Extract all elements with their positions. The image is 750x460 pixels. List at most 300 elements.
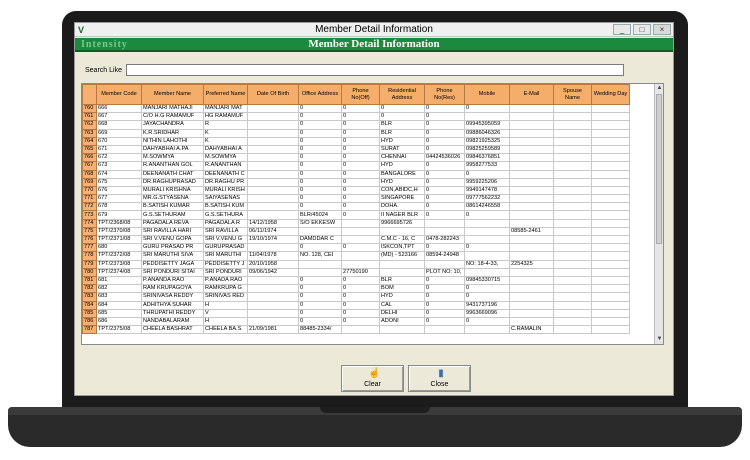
table-cell[interactable]: BLR	[380, 276, 425, 284]
vertical-scrollbar[interactable]	[654, 84, 663, 344]
table-cell[interactable]	[299, 227, 342, 235]
table-cell[interactable]	[248, 211, 299, 219]
table-row[interactable]	[83, 113, 630, 121]
table-cell[interactable]	[510, 236, 554, 244]
table-row[interactable]	[83, 252, 630, 260]
table-cell[interactable]: 0	[425, 121, 465, 129]
table-row[interactable]	[83, 276, 630, 284]
table-cell[interactable]	[510, 211, 554, 219]
table-cell[interactable]	[554, 203, 592, 211]
table-cell[interactable]: B.SATISH KUM	[204, 203, 248, 211]
table-cell[interactable]	[248, 276, 299, 284]
table-cell[interactable]: 0	[342, 129, 380, 137]
table-cell[interactable]: BLR/45024	[299, 211, 342, 219]
table-cell[interactable]: HG RAMAMUF	[204, 113, 248, 121]
table-cell[interactable]: BLR	[380, 121, 425, 129]
table-cell[interactable]	[342, 227, 380, 235]
table-cell[interactable]	[510, 195, 554, 203]
table-cell[interactable]	[342, 236, 380, 244]
table-cell[interactable]	[425, 260, 465, 268]
table-cell[interactable]: BANGALORE	[380, 170, 425, 178]
table-row[interactable]	[83, 154, 630, 162]
table-cell[interactable]	[510, 170, 554, 178]
table-cell[interactable]	[465, 268, 510, 276]
table-cell[interactable]: 0	[342, 145, 380, 153]
table-cell[interactable]: 0	[425, 170, 465, 178]
table-cell[interactable]: 0	[299, 105, 342, 113]
column-header[interactable]: Mobile	[465, 85, 510, 105]
table-cell[interactable]: 682	[97, 285, 142, 293]
table-cell[interactable]: SRI RAVILLA HARI	[142, 227, 204, 235]
table-cell[interactable]: 0	[342, 170, 380, 178]
table-cell[interactable]	[465, 252, 510, 260]
table-cell[interactable]: NITHIN LAHOTHI	[142, 137, 204, 145]
table-row[interactable]	[83, 121, 630, 129]
column-header[interactable]: Office Address	[299, 85, 342, 105]
table-cell[interactable]	[248, 113, 299, 121]
row-number[interactable]: 766	[83, 154, 97, 162]
row-number[interactable]: 773	[83, 211, 97, 219]
table-cell[interactable]: 0	[425, 309, 465, 317]
table-row[interactable]	[83, 301, 630, 309]
table-cell[interactable]: PLOT NO: 10,	[425, 268, 465, 276]
scroll-down-icon[interactable]: ▼	[656, 336, 663, 342]
table-cell[interactable]	[592, 137, 630, 145]
table-cell[interactable]	[510, 252, 554, 260]
table-cell[interactable]	[380, 227, 425, 235]
row-number[interactable]: 784	[83, 301, 97, 309]
row-number[interactable]: 760	[83, 105, 97, 113]
table-cell[interactable]: II NAGER BLR	[380, 211, 425, 219]
table-cell[interactable]	[248, 195, 299, 203]
table-cell[interactable]	[465, 236, 510, 244]
table-row[interactable]	[83, 244, 630, 252]
table-cell[interactable]: 674	[97, 170, 142, 178]
row-number[interactable]: 770	[83, 186, 97, 194]
table-cell[interactable]: SAIYASENAS	[204, 195, 248, 203]
column-header[interactable]: Date Of Birth	[248, 85, 299, 105]
table-cell[interactable]: 2254325	[510, 260, 554, 268]
table-cell[interactable]: 09886046326	[465, 129, 510, 137]
table-cell[interactable]	[592, 326, 630, 334]
table-row[interactable]	[83, 268, 630, 276]
table-cell[interactable]: SRINIVASA REDDY	[142, 293, 204, 301]
table-cell[interactable]	[510, 178, 554, 186]
table-cell[interactable]: 9959225206	[465, 178, 510, 186]
row-number[interactable]: 761	[83, 113, 97, 121]
table-cell[interactable]: K	[204, 129, 248, 137]
table-cell[interactable]: R.ANANTHAN GOL	[142, 162, 204, 170]
table-cell[interactable]	[248, 285, 299, 293]
table-cell[interactable]	[554, 195, 592, 203]
table-cell[interactable]: 08594-24948	[425, 252, 465, 260]
table-cell[interactable]: ISKCON,TPT	[380, 244, 425, 252]
table-cell[interactable]: ADONI	[380, 317, 425, 325]
table-cell[interactable]	[554, 252, 592, 260]
row-number[interactable]: 777	[83, 244, 97, 252]
table-cell[interactable]	[554, 293, 592, 301]
table-cell[interactable]: TPT/2370/08	[97, 227, 142, 235]
table-cell[interactable]	[554, 105, 592, 113]
table-row[interactable]	[83, 326, 630, 334]
table-cell[interactable]: 14/12/1958	[248, 219, 299, 227]
table-cell[interactable]: G.S.SETHURAM	[142, 211, 204, 219]
table-cell[interactable]	[554, 113, 592, 121]
table-cell[interactable]: 09945395059	[465, 121, 510, 129]
column-header[interactable]: Wedding Day	[592, 85, 630, 105]
table-cell[interactable]	[342, 326, 380, 334]
table-cell[interactable]: 0	[425, 211, 465, 219]
table-cell[interactable]	[465, 227, 510, 235]
table-cell[interactable]: 0	[425, 129, 465, 137]
table-cell[interactable]: G.S.SETHURA	[204, 211, 248, 219]
table-cell[interactable]: PAGADALA REVA	[142, 219, 204, 227]
clear-button[interactable]	[341, 365, 404, 392]
table-cell[interactable]	[510, 293, 554, 301]
table-cell[interactable]	[510, 137, 554, 145]
table-cell[interactable]	[510, 105, 554, 113]
table-cell[interactable]: 0	[342, 113, 380, 121]
table-cell[interactable]	[554, 211, 592, 219]
table-cell[interactable]: 685	[97, 309, 142, 317]
table-cell[interactable]: 683	[97, 293, 142, 301]
table-cell[interactable]	[554, 219, 592, 227]
table-cell[interactable]: 676	[97, 186, 142, 194]
table-cell[interactable]: SRI V.VENU GOPA	[142, 236, 204, 244]
table-cell[interactable]: CHEELA BA.S	[204, 326, 248, 334]
table-cell[interactable]: SRI MARUTHI	[204, 252, 248, 260]
table-row[interactable]	[83, 317, 630, 325]
table-cell[interactable]: DAHYABHAI A.PA	[142, 145, 204, 153]
table-cell[interactable]: 0	[299, 293, 342, 301]
table-cell[interactable]	[248, 154, 299, 162]
table-cell[interactable]: 0	[425, 178, 465, 186]
table-row[interactable]	[83, 162, 630, 170]
table-cell[interactable]	[380, 260, 425, 268]
table-cell[interactable]	[510, 244, 554, 252]
table-cell[interactable]	[592, 236, 630, 244]
table-cell[interactable]: 09/06/1942	[248, 268, 299, 276]
table-cell[interactable]: 0	[425, 285, 465, 293]
table-cell[interactable]: NANDABALARAM	[142, 317, 204, 325]
table-cell[interactable]: 0478-282243	[425, 236, 465, 244]
table-row[interactable]	[83, 195, 630, 203]
table-cell[interactable]: DR.RAGHUPRASAD	[142, 178, 204, 186]
table-cell[interactable]	[592, 317, 630, 325]
table-cell[interactable]: PEDDISETTY J	[204, 260, 248, 268]
table-cell[interactable]: 0	[299, 137, 342, 145]
table-cell[interactable]: 09777562232	[465, 195, 510, 203]
table-cell[interactable]: SRI RAVILLA	[204, 227, 248, 235]
table-cell[interactable]: SRI PONDURI	[204, 268, 248, 276]
table-cell[interactable]: 0	[299, 154, 342, 162]
table-cell[interactable]: HYD	[380, 178, 425, 186]
table-cell[interactable]	[592, 268, 630, 276]
table-cell[interactable]: 0	[299, 203, 342, 211]
table-cell[interactable]	[299, 260, 342, 268]
table-cell[interactable]: 0	[425, 301, 465, 309]
table-cell[interactable]	[248, 178, 299, 186]
column-header[interactable]: Residential Address	[380, 85, 425, 105]
table-cell[interactable]	[510, 276, 554, 284]
table-cell[interactable]: 672	[97, 154, 142, 162]
table-row[interactable]	[83, 178, 630, 186]
table-cell[interactable]	[342, 260, 380, 268]
table-cell[interactable]: 0	[465, 170, 510, 178]
table-cell[interactable]	[425, 326, 465, 334]
table-cell[interactable]: 09825259589	[465, 145, 510, 153]
row-number[interactable]: 781	[83, 276, 97, 284]
table-cell[interactable]	[510, 285, 554, 293]
table-cell[interactable]: 09845330715	[465, 276, 510, 284]
table-row[interactable]	[83, 105, 630, 113]
table-cell[interactable]: 0	[299, 301, 342, 309]
table-cell[interactable]	[554, 178, 592, 186]
table-cell[interactable]	[592, 105, 630, 113]
table-cell[interactable]: 0	[425, 145, 465, 153]
table-cell[interactable]	[465, 326, 510, 334]
table-cell[interactable]: 0	[465, 285, 510, 293]
table-cell[interactable]	[510, 301, 554, 309]
table-cell[interactable]	[554, 268, 592, 276]
table-cell[interactable]	[554, 170, 592, 178]
table-cell[interactable]	[554, 145, 592, 153]
table-cell[interactable]: 0	[342, 195, 380, 203]
table-cell[interactable]: (MD) - 523166	[380, 252, 425, 260]
table-cell[interactable]: M.SOWMYA	[142, 154, 204, 162]
table-cell[interactable]: RAMKRUPA G	[204, 285, 248, 293]
column-header[interactable]: Spouse Name	[554, 85, 592, 105]
table-cell[interactable]: 0	[425, 317, 465, 325]
search-input[interactable]	[126, 64, 624, 76]
table-cell[interactable]: 686	[97, 317, 142, 325]
table-cell[interactable]	[592, 195, 630, 203]
table-cell[interactable]	[592, 301, 630, 309]
table-cell[interactable]: HYD	[380, 137, 425, 145]
table-cell[interactable]: R	[204, 121, 248, 129]
table-cell[interactable]: V	[204, 309, 248, 317]
table-cell[interactable]: 681	[97, 276, 142, 284]
table-cell[interactable]: BLR	[380, 129, 425, 137]
table-cell[interactable]	[380, 268, 425, 276]
column-header[interactable]: Preferred Name	[204, 85, 248, 105]
table-cell[interactable]	[554, 227, 592, 235]
table-cell[interactable]: 9966695726	[380, 219, 425, 227]
table-cell[interactable]: 0	[342, 293, 380, 301]
table-cell[interactable]: 0	[425, 244, 465, 252]
table-cell[interactable]: 0	[425, 105, 465, 113]
table-cell[interactable]: 0	[299, 285, 342, 293]
table-cell[interactable]	[248, 244, 299, 252]
table-cell[interactable]	[248, 162, 299, 170]
table-cell[interactable]: DOHA.	[380, 203, 425, 211]
table-cell[interactable]: 0	[299, 276, 342, 284]
table-cell[interactable]	[248, 145, 299, 153]
table-cell[interactable]: 0	[299, 121, 342, 129]
table-cell[interactable]: 0	[342, 137, 380, 145]
table-cell[interactable]	[510, 113, 554, 121]
table-cell[interactable]	[554, 162, 592, 170]
table-cell[interactable]	[554, 244, 592, 252]
table-cell[interactable]: 9949147478	[465, 186, 510, 194]
table-cell[interactable]: 0	[425, 276, 465, 284]
table-cell[interactable]: 09821925325	[465, 137, 510, 145]
table-row[interactable]	[83, 211, 630, 219]
table-cell[interactable]	[554, 137, 592, 145]
table-cell[interactable]: 0	[465, 105, 510, 113]
row-number[interactable]: 772	[83, 203, 97, 211]
row-number[interactable]: 775	[83, 227, 97, 235]
table-cell[interactable]: 19/10/1974	[248, 236, 299, 244]
maximize-button[interactable]: □	[633, 24, 651, 35]
table-cell[interactable]: 667	[97, 113, 142, 121]
table-cell[interactable]: MURALI KRISHNA	[142, 186, 204, 194]
table-row[interactable]	[83, 203, 630, 211]
table-cell[interactable]: SRI PONDURI SITAI	[142, 268, 204, 276]
table-cell[interactable]: MANJARI MATHAJI	[142, 105, 204, 113]
table-cell[interactable]	[592, 285, 630, 293]
table-cell[interactable]	[592, 154, 630, 162]
row-number[interactable]: 762	[83, 121, 97, 129]
table-cell[interactable]: 666	[97, 105, 142, 113]
table-cell[interactable]	[248, 129, 299, 137]
table-row[interactable]	[83, 236, 630, 244]
table-row[interactable]	[83, 285, 630, 293]
table-cell[interactable]: M.SOWMYA	[204, 154, 248, 162]
row-number[interactable]: 782	[83, 285, 97, 293]
table-cell[interactable]: 11/04/1978	[248, 252, 299, 260]
table-cell[interactable]: CAL	[380, 301, 425, 309]
table-cell[interactable]: 0	[299, 317, 342, 325]
table-cell[interactable]	[554, 326, 592, 334]
table-cell[interactable]: MANJARI MAT	[204, 105, 248, 113]
table-cell[interactable]: DR.RAGHU PR	[204, 178, 248, 186]
table-cell[interactable]	[592, 244, 630, 252]
table-cell[interactable]: CHENNAI	[380, 154, 425, 162]
table-cell[interactable]: H	[204, 317, 248, 325]
table-row[interactable]	[83, 293, 630, 301]
table-cell[interactable]	[510, 129, 554, 137]
table-cell[interactable]: 0	[425, 203, 465, 211]
table-cell[interactable]	[554, 276, 592, 284]
table-cell[interactable]	[510, 162, 554, 170]
table-cell[interactable]	[510, 203, 554, 211]
table-cell[interactable]: 0	[299, 145, 342, 153]
table-cell[interactable]: 0	[299, 186, 342, 194]
table-cell[interactable]	[592, 219, 630, 227]
table-cell[interactable]	[592, 178, 630, 186]
table-cell[interactable]	[554, 285, 592, 293]
row-number[interactable]: 779	[83, 260, 97, 268]
column-header[interactable]: Phone No(Off)	[342, 85, 380, 105]
table-cell[interactable]	[299, 268, 342, 276]
table-cell[interactable]	[248, 105, 299, 113]
table-cell[interactable]	[592, 145, 630, 153]
table-cell[interactable]: 675	[97, 178, 142, 186]
table-cell[interactable]	[248, 170, 299, 178]
table-cell[interactable]: P.ANANDA RAO	[142, 276, 204, 284]
table-cell[interactable]	[510, 145, 554, 153]
table-cell[interactable]: 670	[97, 137, 142, 145]
table-cell[interactable]	[554, 260, 592, 268]
table-cell[interactable]: 0	[425, 195, 465, 203]
table-row[interactable]	[83, 260, 630, 268]
table-cell[interactable]: 0	[299, 178, 342, 186]
table-cell[interactable]	[592, 186, 630, 194]
table-cell[interactable]: 0	[342, 162, 380, 170]
column-header[interactable]: E-Mail	[510, 85, 554, 105]
table-cell[interactable]: C.M.C - 16, C	[380, 236, 425, 244]
table-cell[interactable]: 27750190	[342, 268, 380, 276]
table-cell[interactable]	[248, 203, 299, 211]
table-cell[interactable]	[248, 121, 299, 129]
table-cell[interactable]	[554, 309, 592, 317]
table-cell[interactable]: H	[204, 301, 248, 309]
table-cell[interactable]: TPT/2375/08	[97, 326, 142, 334]
table-cell[interactable]: 0	[299, 244, 342, 252]
table-cell[interactable]: 08585-2461	[510, 227, 554, 235]
table-cell[interactable]	[592, 293, 630, 301]
table-cell[interactable]: NO: 18-4-33,	[465, 260, 510, 268]
table-cell[interactable]	[510, 268, 554, 276]
table-cell[interactable]: SRI V.VENU G	[204, 236, 248, 244]
table-cell[interactable]: 0	[342, 276, 380, 284]
table-cell[interactable]	[425, 219, 465, 227]
table-cell[interactable]: RAM KRUPAGOYA	[142, 285, 204, 293]
table-cell[interactable]: 0	[342, 178, 380, 186]
table-cell[interactable]: 0	[299, 162, 342, 170]
table-cell[interactable]: CHEELA BASHRAT	[142, 326, 204, 334]
table-cell[interactable]: 680	[97, 244, 142, 252]
table-cell[interactable]: BOM	[380, 285, 425, 293]
table-cell[interactable]	[592, 252, 630, 260]
table-cell[interactable]: ADHITHYA SUHAR	[142, 301, 204, 309]
table-cell[interactable]: 06/11/1974	[248, 227, 299, 235]
table-cell[interactable]: 0	[425, 162, 465, 170]
table-cell[interactable]	[592, 276, 630, 284]
table-cell[interactable]	[554, 236, 592, 244]
table-row[interactable]	[83, 170, 630, 178]
row-number[interactable]: 780	[83, 268, 97, 276]
table-cell[interactable]: PEDDISETTY JAGA	[142, 260, 204, 268]
close-button[interactable]	[408, 365, 471, 392]
table-cell[interactable]: 0	[299, 113, 342, 121]
table-cell[interactable]: 0	[342, 285, 380, 293]
table-cell[interactable]: DEENANATH C	[204, 170, 248, 178]
table-cell[interactable]: 671	[97, 145, 142, 153]
table-cell[interactable]: HYD	[380, 293, 425, 301]
table-cell[interactable]: CON,ABIDC,H	[380, 186, 425, 194]
table-cell[interactable]: 0	[465, 317, 510, 325]
table-cell[interactable]: 0	[342, 317, 380, 325]
row-number[interactable]: 764	[83, 137, 97, 145]
table-cell[interactable]	[592, 309, 630, 317]
column-header[interactable]: Phone No(Res)	[425, 85, 465, 105]
table-cell[interactable]: TPT/2373/08	[97, 260, 142, 268]
table-cell[interactable]: 0	[299, 195, 342, 203]
table-cell[interactable]: GURU PRASAD PR	[142, 244, 204, 252]
table-cell[interactable]: 0	[299, 129, 342, 137]
row-number[interactable]: 787	[83, 326, 97, 334]
table-cell[interactable]	[592, 260, 630, 268]
table-cell[interactable]: 9431737196	[465, 301, 510, 309]
table-cell[interactable]: SRINIVAS RED	[204, 293, 248, 301]
table-cell[interactable]: 0	[342, 211, 380, 219]
table-cell[interactable]: 0	[425, 293, 465, 301]
table-cell[interactable]: 679	[97, 211, 142, 219]
table-cell[interactable]: DAHYABHAI A	[204, 145, 248, 153]
table-cell[interactable]	[510, 317, 554, 325]
